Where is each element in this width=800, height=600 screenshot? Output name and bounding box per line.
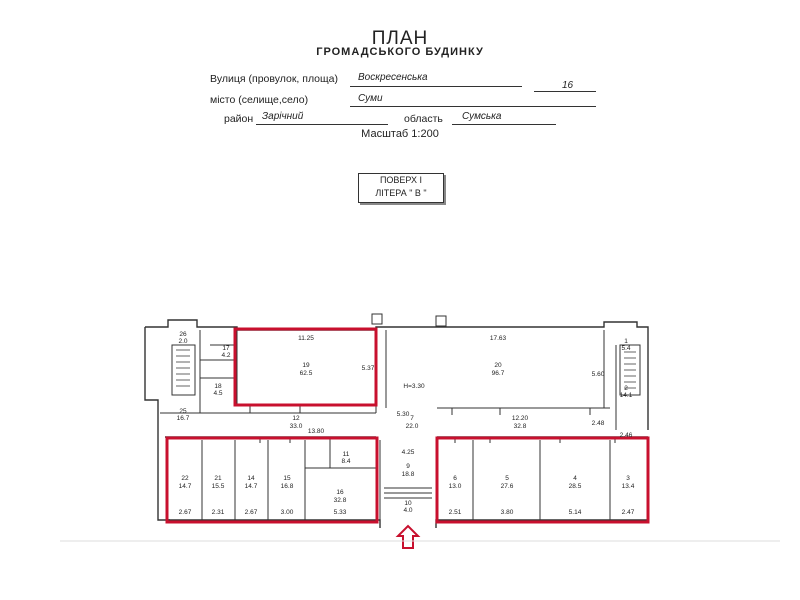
room-5-number: 5 [505,475,509,482]
dim-267: 2.67 [178,509,192,516]
plan-subtitle: ГРОМАДСЬКОГО БУДИНКУ [316,46,484,58]
dim-533: 5.33 [333,509,347,516]
street-label: Вулиця (провулок, площа) [210,73,338,85]
room-19-area: 62.5 [299,370,313,377]
room-5-area: 27.6 [500,483,514,490]
room-15-number: 15 [283,475,291,482]
room-18-number: 18 [214,383,222,390]
dim-251: 2.51 [448,509,462,516]
district-label: район [224,113,254,125]
floor-label-line2: ЛІТЕРА " В " [375,188,427,198]
dim-537: 5.37 [361,365,375,372]
room-15-area: 16.8 [280,483,294,490]
region-label: область [404,113,443,125]
dim-247: 2.47 [621,509,635,516]
dim-246: 2.46 [619,432,633,439]
room-4-number: 4 [573,475,577,482]
street-value: Воскресенська [358,72,428,83]
stairs-right-steps [624,352,636,388]
floor-label-line1: ПОВЕРХ І [379,175,423,185]
corridor-12-number: 12 [292,415,300,422]
highlight-right-block [437,438,648,522]
district-value: Зарічний [262,111,304,122]
chimney-right [436,316,446,326]
room-3-area: 13.4 [621,483,635,490]
room-22-area: 14.7 [178,483,192,490]
room-9-number: 9 [406,463,410,470]
dim-1220: 12.20 [511,415,529,422]
room-11-number: 11 [342,451,350,458]
plan-title: ПЛАН [371,28,429,49]
dim-231: 2.31 [211,509,225,516]
room-26-number: 26 [179,331,187,338]
dim-530: 5.30 [396,411,410,418]
room-16-area: 32.8 [513,423,527,430]
room-3-number: 3 [626,475,630,482]
room-21-number: 21 [214,475,222,482]
city-value: Суми [358,93,383,104]
room-20-number: 20 [494,362,502,369]
room-26-area: 2.0 [178,338,188,345]
dim-248: 2.48 [591,420,605,427]
room-25-number: 25 [179,408,187,415]
entrance-arrow-icon [398,526,418,548]
room-18-area: 4.5 [213,390,223,397]
room-17-area: 4.2 [221,352,231,359]
room-6-number: 6 [453,475,457,482]
room-10-area: 4.0 [403,507,413,514]
partition-small [200,345,237,378]
outer-wall-top [145,320,648,332]
height-label: H=3.30 [403,383,425,390]
room-21-area: 15.5 [211,483,225,490]
stairs-left-steps [176,350,190,386]
partition-lower-right [473,440,610,520]
room-14-number: 14 [247,475,255,482]
corridor-7-number: 7 [410,415,414,422]
room-1-number: 1 [624,338,628,345]
corridor-7-area: 22.0 [405,423,419,430]
house-number: 16 [562,80,574,91]
dim-300: 3.00 [280,509,294,516]
corridor-13-dim: 13.80 [307,428,325,435]
room-2-number: 2 [624,385,628,392]
door-marks-upper [250,406,590,415]
room-16b-area: 32.8 [333,497,347,504]
stairs-left [172,345,195,395]
room-14-area: 14.7 [244,483,258,490]
scale-label: Масштаб 1:200 [361,128,439,140]
room-17-number: 17 [222,345,230,352]
room-20-area: 96.7 [491,370,505,377]
city-label: місто (селище,село) [210,94,309,106]
dim-560: 5.60 [591,371,605,378]
dim-514: 5.14 [568,509,582,516]
room-2-area: 14.1 [619,392,633,399]
dim-267b: 2.67 [244,509,258,516]
dim-425: 4.25 [401,449,415,456]
room-19-number: 19 [302,362,310,369]
corridor-12-area: 33.0 [289,423,303,430]
room-9-area: 18.8 [401,471,415,478]
room-16-number: 16 [336,489,344,496]
chimney-center [372,314,382,324]
room-1-area: 5.4 [621,345,631,352]
room-25-area: 16.7 [176,415,190,422]
dim-top-left: 11.25 [298,335,314,342]
room-6-area: 13.0 [448,483,462,490]
dim-380: 3.80 [500,509,514,516]
room-4-area: 28.5 [568,483,582,490]
room-10-number: 10 [404,500,412,507]
region-value: Сумська [462,111,502,122]
room-11-area: 8.4 [341,458,351,465]
dim-top-right: 17.63 [489,335,507,342]
room-22-number: 22 [181,475,189,482]
